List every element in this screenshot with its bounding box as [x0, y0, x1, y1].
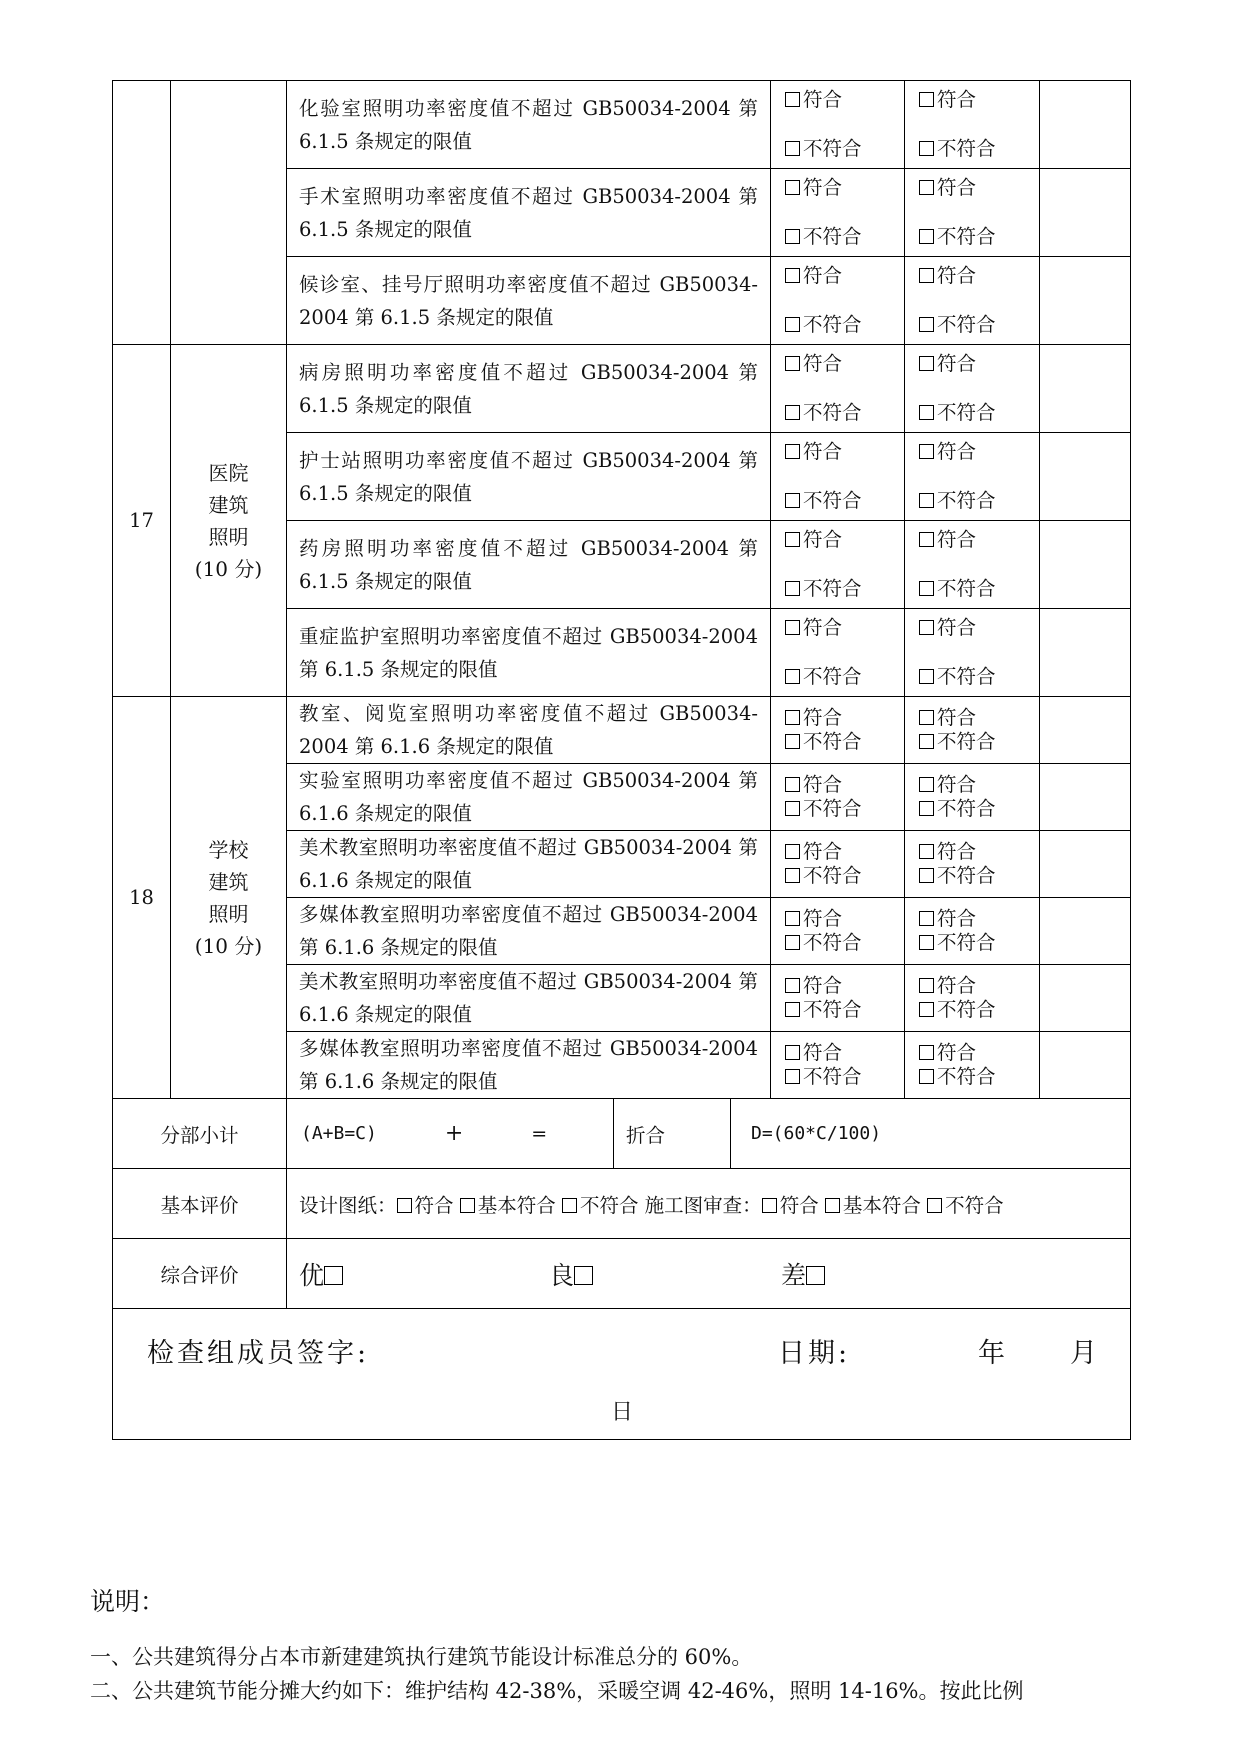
table-row	[113, 345, 1131, 433]
checkbox-icon	[785, 669, 800, 684]
checkbox-icon	[785, 356, 800, 371]
basic-eval-options	[287, 1169, 1131, 1239]
checkbox-icon	[574, 1266, 593, 1285]
checkbox-icon	[919, 844, 934, 859]
review-check-cell	[905, 764, 1040, 831]
remarks-cell	[1040, 764, 1131, 831]
checkbox-icon	[785, 978, 800, 993]
item-number: 17	[113, 345, 171, 697]
option-comply[interactable]: 符合	[785, 1041, 904, 1065]
item-description: 实验室照明功率密度值不超过 GB50034-2004 第 6.1.6 条规定的限值	[287, 764, 771, 831]
option-comply[interactable]: 符合	[785, 440, 904, 464]
checkbox-icon	[919, 268, 934, 283]
review-check-cell	[905, 257, 1040, 345]
design-check-cell	[771, 433, 905, 521]
review-check-cell	[905, 1032, 1040, 1099]
convert-label-cell	[614, 1099, 731, 1168]
item-description: 病房照明功率密度值不超过 GB50034-2004 第 6.1.5 条规定的限值	[287, 345, 771, 433]
check-items	[113, 81, 1131, 1099]
option-comply[interactable]: 符合	[919, 616, 1039, 640]
item-description: 手术室照明功率密度值不超过 GB50034-2004 第 6.1.5 条规定的限值	[287, 169, 771, 257]
item-description: 多媒体教室照明功率密度值不超过 GB50034-2004 第 6.1.6 条规定的限值	[287, 898, 771, 965]
item-number-cell	[113, 81, 171, 345]
design-opt-2[interactable]: 基本符合	[460, 1194, 556, 1217]
checkbox-icon	[785, 1002, 800, 1017]
design-check-cell	[771, 345, 905, 433]
checkbox-icon	[806, 1266, 825, 1285]
option-not-comply[interactable]: 不符合	[919, 225, 1039, 249]
signature-area	[113, 1309, 1130, 1439]
option-comply[interactable]: 符合	[919, 264, 1039, 288]
option-comply[interactable]: 符合	[785, 840, 904, 864]
checkbox-icon	[785, 734, 800, 749]
option-comply[interactable]: 符合	[919, 1041, 1039, 1065]
option-not-comply[interactable]: 不符合	[785, 313, 904, 337]
option-not-comply[interactable]: 不符合	[785, 730, 904, 754]
checkbox-icon	[785, 868, 800, 883]
subtotal-row	[113, 1099, 1131, 1169]
category-line: 学校	[208, 837, 249, 862]
plus-sign: +	[444, 1121, 464, 1146]
option-not-comply[interactable]: 不符合	[785, 998, 904, 1022]
remarks-cell	[1040, 81, 1131, 169]
construction-review-label: 施工图审查：	[644, 1193, 762, 1217]
checkbox-icon	[919, 141, 934, 156]
option-comply[interactable]: 符合	[785, 907, 904, 931]
item-description: 多媒体教室照明功率密度值不超过 GB50034-2004 第 6.1.6 条规定的限值	[287, 1032, 771, 1099]
option-comply[interactable]: 符合	[919, 528, 1039, 552]
option-not-comply[interactable]: 不符合	[919, 489, 1039, 513]
option-comply[interactable]: 符合	[785, 616, 904, 640]
convert-label: 折合	[626, 1123, 666, 1147]
option-not-comply[interactable]: 不符合	[919, 313, 1039, 337]
checkbox-icon	[919, 493, 934, 508]
notes-section	[90, 1582, 1200, 1708]
subtotal-formula: (A+B=C)	[301, 1123, 377, 1144]
option-not-comply[interactable]: 不符合	[785, 489, 904, 513]
checkbox-icon	[785, 777, 800, 792]
checkbox-icon	[785, 844, 800, 859]
month-label: 月	[1070, 1338, 1097, 1369]
checkbox-icon	[919, 669, 934, 684]
remarks-cell	[1040, 831, 1131, 898]
option-comply[interactable]: 符合	[785, 264, 904, 288]
category-label	[171, 345, 287, 697]
note-line-2: 二、公共建筑节能分摊大约如下：维护结构 42-38%，采暖空调 42-46%，照明 14-16%。按此比例	[90, 1679, 1024, 1703]
checkbox-icon	[785, 141, 800, 156]
item-description: 候诊室、挂号厅照明功率密度值不超过 GB50034-2004 第 6.1.5 条规定的限值	[287, 257, 771, 345]
summary-rows	[113, 1099, 1131, 1440]
signature-row	[113, 1309, 1131, 1440]
option-comply[interactable]: 符合	[785, 528, 904, 552]
option-not-comply[interactable]: 不符合	[785, 864, 904, 888]
overall-eval-options	[287, 1239, 1131, 1309]
option-comply[interactable]: 符合	[785, 88, 904, 112]
checkbox-icon	[919, 1045, 934, 1060]
option-not-comply[interactable]: 不符合	[785, 797, 904, 821]
category-line: 照明	[208, 901, 249, 926]
checkbox-icon	[919, 317, 934, 332]
option-comply[interactable]: 符合	[785, 176, 904, 200]
overall-eval-label: 综合评价	[113, 1239, 287, 1309]
design-check-cell	[771, 609, 905, 697]
checkbox-icon	[324, 1266, 343, 1285]
category-label	[171, 697, 287, 1099]
remarks-cell	[1040, 697, 1131, 764]
checkbox-icon	[919, 801, 934, 816]
option-not-comply[interactable]: 不符合	[919, 577, 1039, 601]
checkbox-icon	[785, 581, 800, 596]
option-comply[interactable]: 符合	[785, 352, 904, 376]
item-description: 美术教室照明功率密度值不超过 GB50034-2004 第 6.1.6 条规定的限值	[287, 831, 771, 898]
checkbox-icon	[785, 405, 800, 420]
checkbox-icon	[919, 868, 934, 883]
option-comply[interactable]: 符合	[919, 352, 1039, 376]
category-cell	[171, 81, 287, 345]
checkbox-icon	[460, 1198, 475, 1213]
checkbox-icon	[785, 444, 800, 459]
checkbox-icon	[397, 1198, 412, 1213]
checkbox-icon	[562, 1198, 577, 1213]
option-not-comply[interactable]: 不符合	[919, 931, 1039, 955]
remarks-cell	[1040, 257, 1131, 345]
design-check-cell	[771, 831, 905, 898]
option-comply[interactable]: 符合	[785, 974, 904, 998]
design-opt-1[interactable]: 符合	[397, 1194, 454, 1217]
review-opt-3[interactable]: 不符合	[927, 1194, 1004, 1217]
review-opt-1[interactable]: 符合	[762, 1194, 819, 1217]
remarks-cell	[1040, 609, 1131, 697]
option-comply[interactable]: 符合	[919, 773, 1039, 797]
option-comply[interactable]: 符合	[785, 773, 904, 797]
checkbox-icon	[919, 911, 934, 926]
option-comply[interactable]: 符合	[919, 176, 1039, 200]
signature-label: 检查组成员签字:	[147, 1338, 370, 1369]
notes-title: 说明：	[90, 1587, 166, 1616]
item-description: 药房照明功率密度值不超过 GB50034-2004 第 6.1.5 条规定的限值	[287, 521, 771, 609]
checkbox-icon	[785, 710, 800, 725]
remarks-cell	[1040, 521, 1131, 609]
checkbox-icon	[785, 935, 800, 950]
checkbox-icon	[785, 1069, 800, 1084]
option-not-comply[interactable]: 不符合	[919, 665, 1039, 689]
evaluation-form	[112, 80, 1130, 1440]
checkbox-icon	[919, 356, 934, 371]
checkbox-icon	[785, 268, 800, 283]
design-check-cell	[771, 898, 905, 965]
option-not-comply[interactable]: 不符合	[785, 931, 904, 955]
review-check-cell	[905, 433, 1040, 521]
design-check-cell	[771, 169, 905, 257]
checkbox-icon	[785, 620, 800, 635]
option-not-comply[interactable]: 不符合	[919, 998, 1039, 1022]
note-line-1: 一、公共建筑得分占本市新建建筑执行建筑节能设计标准总分的 60%。	[90, 1645, 753, 1669]
checkbox-icon	[919, 405, 934, 420]
category-line: (10 分)	[194, 933, 263, 958]
option-not-comply[interactable]: 不符合	[785, 577, 904, 601]
option-comply[interactable]: 符合	[919, 840, 1039, 864]
category-line: (10 分)	[194, 556, 263, 581]
checkbox-icon	[919, 1002, 934, 1017]
option-comply[interactable]: 符合	[919, 907, 1039, 931]
option-not-comply[interactable]: 不符合	[785, 665, 904, 689]
checkbox-icon	[919, 444, 934, 459]
item-description: 重症监护室照明功率密度值不超过 GB50034-2004 第 6.1.5 条规定的限值	[287, 609, 771, 697]
review-check-cell	[905, 521, 1040, 609]
subtotal-formula-cell	[287, 1099, 614, 1168]
option-comply[interactable]: 符合	[919, 440, 1039, 464]
checkbox-icon	[919, 1069, 934, 1084]
convert-formula-cell	[731, 1099, 1130, 1168]
item-description: 美术教室照明功率密度值不超过 GB50034-2004 第 6.1.6 条规定的限值	[287, 965, 771, 1032]
option-not-comply[interactable]: 不符合	[785, 401, 904, 425]
design-drawings-label: 设计图纸：	[299, 1193, 397, 1217]
remarks-cell	[1040, 965, 1131, 1032]
checkbox-icon	[785, 532, 800, 547]
checkbox-icon	[785, 92, 800, 107]
checkbox-icon	[785, 229, 800, 244]
item-description: 化验室照明功率密度值不超过 GB50034-2004 第 6.1.5 条规定的限值	[287, 81, 771, 169]
category-line: 照明	[208, 524, 249, 549]
grade-poor[interactable]: 差	[781, 1256, 828, 1292]
review-check-cell	[905, 345, 1040, 433]
option-not-comply[interactable]: 不符合	[919, 1065, 1039, 1089]
option-comply[interactable]: 符合	[919, 974, 1039, 998]
checkbox-icon	[785, 317, 800, 332]
checkbox-icon	[919, 935, 934, 950]
option-comply[interactable]: 符合	[785, 706, 904, 730]
review-check-cell	[905, 609, 1040, 697]
table-row	[113, 697, 1131, 764]
item-description: 护士站照明功率密度值不超过 GB50034-2004 第 6.1.5 条规定的限值	[287, 433, 771, 521]
category-line: 建筑	[208, 869, 249, 894]
checkbox-icon	[919, 978, 934, 993]
checkbox-icon	[785, 180, 800, 195]
item-number: 18	[113, 697, 171, 1099]
design-check-cell	[771, 257, 905, 345]
option-comply[interactable]: 符合	[919, 88, 1039, 112]
checkbox-icon	[919, 532, 934, 547]
option-not-comply[interactable]: 不符合	[919, 797, 1039, 821]
remarks-cell	[1040, 433, 1131, 521]
remarks-cell	[1040, 1032, 1131, 1099]
checkbox-icon	[919, 581, 934, 596]
checkbox-icon	[785, 911, 800, 926]
design-check-cell	[771, 81, 905, 169]
grade-excellent[interactable]: 优	[299, 1256, 549, 1292]
checkbox-icon	[785, 801, 800, 816]
design-check-cell	[771, 521, 905, 609]
option-not-comply[interactable]: 不符合	[785, 225, 904, 249]
checkbox-icon	[785, 1045, 800, 1060]
overall-eval-row	[113, 1239, 1131, 1309]
option-not-comply[interactable]: 不符合	[919, 137, 1039, 161]
checkbox-icon	[919, 777, 934, 792]
category-line: 建筑	[208, 492, 249, 517]
option-not-comply[interactable]: 不符合	[919, 401, 1039, 425]
option-comply[interactable]: 符合	[919, 706, 1039, 730]
convert-formula: D=(60*C/100)	[751, 1123, 882, 1144]
review-check-cell	[905, 965, 1040, 1032]
review-check-cell	[905, 697, 1040, 764]
review-check-cell	[905, 898, 1040, 965]
review-opt-2[interactable]: 基本符合	[825, 1194, 921, 1217]
remarks-cell	[1040, 169, 1131, 257]
year-label: 年	[978, 1338, 1005, 1369]
checkbox-icon	[927, 1198, 942, 1213]
option-not-comply[interactable]: 不符合	[785, 137, 904, 161]
checkbox-icon	[825, 1198, 840, 1213]
review-check-cell	[905, 831, 1040, 898]
remarks-cell	[1040, 345, 1131, 433]
basic-eval-label: 基本评价	[113, 1169, 287, 1239]
design-check-cell	[771, 1032, 905, 1099]
design-check-cell	[771, 697, 905, 764]
design-check-cell	[771, 965, 905, 1032]
option-not-comply[interactable]: 不符合	[919, 730, 1039, 754]
subtotal-label: 分部小计	[113, 1099, 287, 1169]
lighting-check-table	[112, 80, 1131, 1440]
table-row	[113, 81, 1131, 169]
basic-eval-row	[113, 1169, 1131, 1239]
checkbox-icon	[919, 92, 934, 107]
item-description: 教室、阅览室照明功率密度值不超过 GB50034-2004 第 6.1.6 条规定的限值	[287, 697, 771, 764]
option-not-comply[interactable]: 不符合	[919, 864, 1039, 888]
checkbox-icon	[919, 734, 934, 749]
checkbox-icon	[785, 493, 800, 508]
remarks-cell	[1040, 898, 1131, 965]
design-opt-3[interactable]: 不符合	[562, 1194, 639, 1217]
checkbox-icon	[919, 229, 934, 244]
date-label: 日期:	[778, 1338, 851, 1369]
checkbox-icon	[762, 1198, 777, 1213]
review-check-cell	[905, 81, 1040, 169]
review-check-cell	[905, 169, 1040, 257]
design-check-cell	[771, 764, 905, 831]
equals-sign: =	[531, 1122, 548, 1145]
checkbox-icon	[919, 180, 934, 195]
checkbox-icon	[919, 710, 934, 725]
checkbox-icon	[919, 620, 934, 635]
category-line: 医院	[208, 460, 249, 485]
day-label: 日	[611, 1400, 634, 1425]
grade-good[interactable]: 良	[549, 1256, 781, 1292]
option-not-comply[interactable]: 不符合	[785, 1065, 904, 1089]
